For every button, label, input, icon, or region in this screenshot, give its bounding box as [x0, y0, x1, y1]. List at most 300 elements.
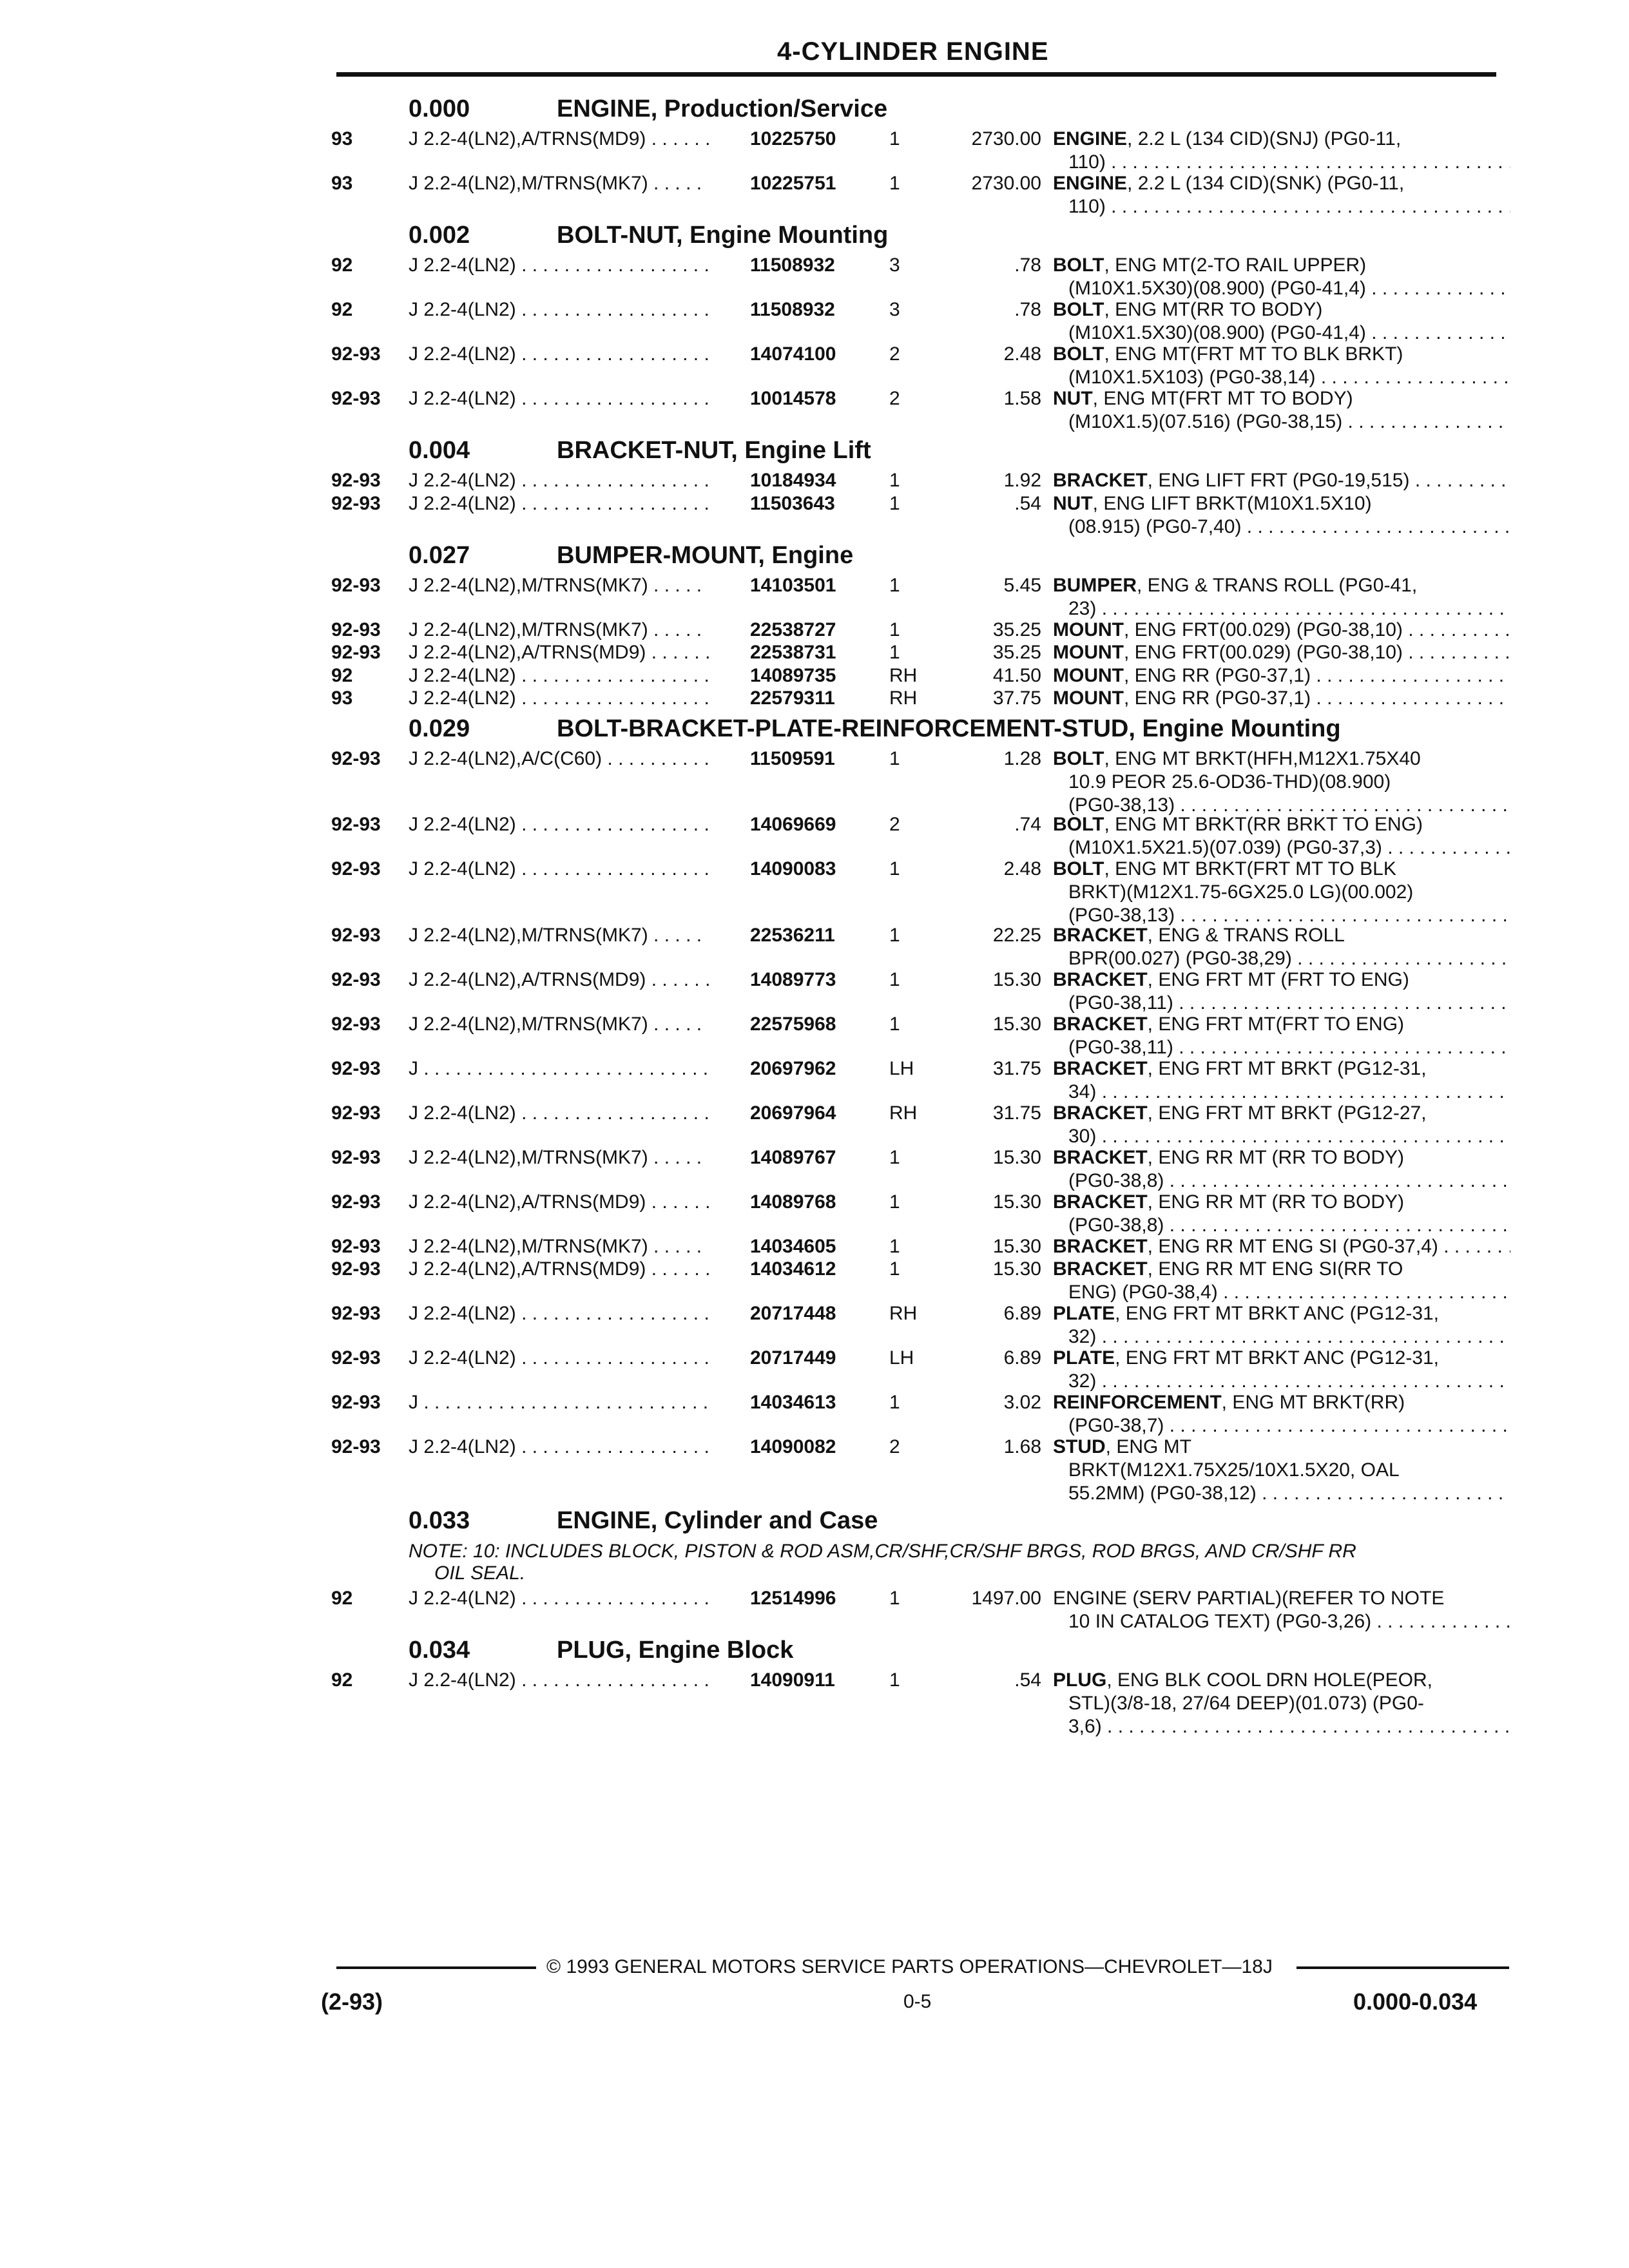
part-row: [331, 1102, 1510, 1146]
description-keyword: BOLT: [1053, 299, 1104, 320]
part-number: 22538731: [750, 642, 836, 663]
model-year: 92: [331, 255, 353, 276]
model-year: 92: [331, 299, 353, 320]
section-title: BOLT-NUT, Engine Mounting: [557, 222, 889, 249]
note-line: OIL SEAL.: [434, 1562, 526, 1584]
section-code: 0.034: [409, 1636, 470, 1664]
application: J 2.2-4(LN2) . . .: [409, 1587, 709, 1610]
part-description: [1053, 813, 1510, 860]
quantity: 1: [889, 1013, 900, 1035]
model-year: 92-93: [331, 1392, 381, 1413]
model-year: 92: [331, 1587, 353, 1609]
quantity: 1: [889, 1191, 900, 1213]
description-line: BRKT)(M12X1.75-6GX25.0 LG)(00.002): [1068, 881, 1414, 903]
price: 2.48: [1003, 858, 1041, 879]
model-year: 92-93: [331, 858, 381, 879]
model-year: 92-93: [331, 1191, 381, 1213]
description-line: (PG0-38,8) . . .: [1053, 1169, 1510, 1193]
description-line: 32) . . .: [1053, 1370, 1510, 1393]
price: 31.75: [992, 1102, 1041, 1124]
part-row: [331, 1235, 1510, 1258]
description-line: MOUNT, ENG RR (PG0-37,1) . . .: [1053, 664, 1510, 687]
part-number: 20697962: [750, 1057, 836, 1079]
part-row: [331, 128, 1510, 172]
model-year: 92-93: [331, 642, 381, 663]
part-description: [1053, 1057, 1510, 1104]
description-line: BOLT, ENG MT BRKT(RR BRKT TO ENG): [1053, 814, 1423, 835]
part-number: 10225751: [750, 173, 836, 194]
price: 35.25: [992, 619, 1041, 640]
model-year: 92-93: [331, 1146, 381, 1168]
price: 1.92: [1003, 470, 1041, 491]
part-description: [1053, 641, 1510, 664]
description-line: 3,6) . . .: [1053, 1715, 1510, 1738]
price: 3.02: [1003, 1392, 1041, 1413]
description-line: (08.915) (PG0-7,40) . . .: [1053, 515, 1510, 539]
quantity: 1: [889, 1587, 900, 1609]
part-row: [331, 172, 1510, 216]
model-year: 92-93: [331, 924, 381, 946]
part-row: [331, 574, 1510, 619]
description-keyword: BRACKET: [1053, 1258, 1148, 1280]
part-number: 14089768: [750, 1191, 836, 1213]
part-description: [1053, 747, 1510, 817]
part-description: [1053, 664, 1510, 687]
model-year: 92-93: [331, 968, 381, 990]
model-year: 92-93: [331, 574, 381, 596]
price: 1.58: [1003, 388, 1041, 409]
part-row: [331, 1146, 1510, 1191]
description-keyword: MOUNT: [1053, 619, 1124, 640]
quantity: 1: [889, 470, 900, 491]
part-row: [331, 858, 1510, 924]
application: J 2.2-4(LN2) . . .: [409, 687, 709, 710]
part-number: 20717449: [750, 1347, 836, 1369]
part-row: [331, 1057, 1510, 1102]
part-description: [1053, 1587, 1510, 1633]
model-year: 92-93: [331, 343, 381, 365]
part-number: 22536211: [750, 924, 835, 946]
part-number: 20717448: [750, 1303, 836, 1324]
model-year: 92: [331, 1669, 353, 1691]
part-number: 11508932: [750, 299, 835, 320]
application: J 2.2-4(LN2) . . .: [409, 298, 709, 322]
description-keyword: BOLT: [1053, 255, 1104, 276]
price: .54: [1014, 492, 1041, 514]
application: J 2.2-4(LN2),A/TRNS(MD9) . . .: [409, 1191, 709, 1214]
section-title: BRACKET-NUT, Engine Lift: [557, 437, 871, 464]
part-row: [331, 1391, 1510, 1436]
description-line: BRACKET, ENG FRT MT BRKT (PG12-27,: [1053, 1102, 1427, 1124]
note-line: NOTE: 10: INCLUDES BLOCK, PISTON & ROD ASM,CR/SHF,CR/SHF BRGS, ROD BRGS, AND CR/SHF RR: [409, 1540, 1356, 1562]
part-number: 14034612: [750, 1258, 836, 1280]
part-row: [331, 813, 1510, 858]
application: J 2.2-4(LN2),A/TRNS(MD9) . . .: [409, 1258, 709, 1281]
description-keyword: BOLT: [1053, 858, 1104, 879]
application: J 2.2-4(LN2),M/TRNS(MK7) . . .: [409, 574, 709, 597]
description-line: ENGINE, 2.2 L (134 CID)(SNJ) (PG0-11,: [1053, 128, 1402, 149]
description-keyword: NUT: [1053, 388, 1093, 409]
application: J 2.2-4(LN2) . . .: [409, 1347, 709, 1370]
quantity: 1: [889, 968, 900, 990]
model-year: 93: [331, 173, 353, 194]
description-keyword: BRACKET: [1053, 924, 1148, 946]
price: 6.89: [1003, 1347, 1041, 1369]
part-description: [1053, 1391, 1510, 1437]
price: .54: [1014, 1669, 1041, 1691]
price: 15.30: [992, 1146, 1041, 1168]
part-number: 14089773: [750, 968, 836, 990]
section-title: BOLT-BRACKET-PLATE-REINFORCEMENT-STUD, Engine Mounting: [557, 715, 1341, 742]
section-code: 0.033: [409, 1506, 470, 1534]
section-code: 0.029: [409, 715, 470, 742]
description-line: (PG0-38,11) . . .: [1053, 1036, 1510, 1059]
description-line: 30) . . .: [1053, 1125, 1510, 1148]
description-line: 23) . . .: [1053, 597, 1510, 620]
price: 6.89: [1003, 1303, 1041, 1324]
description-keyword: PLUG: [1053, 1669, 1107, 1691]
part-description: [1053, 1258, 1510, 1304]
section-header: [331, 222, 1510, 254]
description-keyword: BRACKET: [1053, 1191, 1148, 1213]
part-row: [331, 387, 1510, 432]
quantity: 2: [889, 343, 900, 365]
part-row: [331, 968, 1510, 1013]
model-year: 92-93: [331, 1102, 381, 1124]
description-line: BUMPER, ENG & TRANS ROLL (PG0-41,: [1053, 574, 1418, 596]
model-year: 92-93: [331, 619, 381, 640]
application: J 2.2-4(LN2) . . .: [409, 1669, 709, 1692]
part-number: 14069669: [750, 814, 836, 835]
model-year: 92-93: [331, 1235, 381, 1257]
footer-rule-right: [1296, 1966, 1509, 1969]
description-line: (M10X1.5X21.5)(07.039) (PG0-37,3) . . .: [1053, 836, 1510, 860]
part-row: [331, 254, 1510, 298]
description-line: MOUNT, ENG RR (PG0-37,1) . . .: [1053, 687, 1510, 710]
description-keyword: BOLT: [1053, 814, 1104, 835]
model-year: 92-93: [331, 814, 381, 835]
application: J 2.2-4(LN2) . . .: [409, 469, 709, 492]
description-line: 10.9 PEOR 25.6-OD36-THD)(08.900): [1068, 771, 1391, 793]
price: .78: [1014, 299, 1041, 320]
application: J 2.2-4(LN2),M/TRNS(MK7) . . .: [409, 619, 709, 642]
application: J 2.2-4(LN2),A/C(C60) . . .: [409, 747, 709, 771]
description-keyword: NUT: [1053, 492, 1093, 514]
part-description: [1053, 492, 1510, 539]
part-row: [331, 343, 1510, 387]
part-number: 14090911: [750, 1669, 835, 1691]
quantity: 1: [889, 1146, 900, 1168]
part-number: 12514996: [750, 1587, 836, 1609]
price: 37.75: [992, 687, 1041, 709]
quantity: 3: [889, 299, 900, 320]
part-row: [331, 1302, 1510, 1347]
part-number: 14089767: [750, 1146, 836, 1168]
application: J 2.2-4(LN2),M/TRNS(MK7) . . .: [409, 1235, 709, 1258]
price: 15.30: [992, 1258, 1041, 1280]
price: 15.30: [992, 968, 1041, 990]
description-line: BRACKET, ENG FRT MT(FRT TO ENG): [1053, 1013, 1405, 1035]
description-keyword: ENGINE: [1053, 173, 1128, 194]
price: 15.30: [992, 1013, 1041, 1035]
application: J 2.2-4(LN2) . . .: [409, 664, 709, 687]
description-line: BPR(00.027) (PG0-38,29) . . .: [1053, 947, 1510, 970]
application: J 2.2-4(LN2),M/TRNS(MK7) . . .: [409, 1013, 709, 1036]
application: J 2.2-4(LN2) . . .: [409, 1436, 709, 1459]
model-year: 92-93: [331, 1436, 381, 1457]
price: 1497.00: [971, 1587, 1041, 1609]
section-code: 0.027: [409, 541, 470, 569]
description-line: 55.2MM) (PG0-38,12) . . .: [1053, 1482, 1510, 1505]
section-header: [331, 1637, 1510, 1669]
part-description: [1053, 1191, 1510, 1237]
page-title: 4-CYLINDER ENGINE: [777, 37, 1049, 66]
model-year: 92-93: [331, 388, 381, 409]
price: .78: [1014, 255, 1041, 276]
quantity: 1: [889, 642, 900, 663]
section-code: 0.004: [409, 437, 470, 464]
description-line: NUT, ENG MT(FRT MT TO BODY): [1053, 388, 1353, 409]
part-number: 11509591: [750, 747, 835, 769]
part-row: [331, 1013, 1510, 1057]
description-keyword: ENGINE: [1053, 128, 1128, 149]
model-year: 93: [331, 128, 353, 149]
part-description: [1053, 387, 1510, 434]
part-row: [331, 664, 1510, 687]
quantity: 2: [889, 1436, 900, 1457]
part-description: [1053, 128, 1510, 174]
application: J 2.2-4(LN2),A/TRNS(MD9) . . .: [409, 968, 709, 992]
part-row: [331, 641, 1510, 664]
price: 1.28: [1003, 747, 1041, 769]
description-line: BOLT, ENG MT(FRT MT TO BLK BRKT): [1053, 343, 1403, 365]
description-line: (PG0-38,7) . . .: [1053, 1414, 1510, 1437]
description-keyword: BRACKET: [1053, 1102, 1148, 1124]
application: J 2.2-4(LN2),A/TRNS(MD9) . . .: [409, 128, 709, 151]
section-code: 0.002: [409, 222, 470, 249]
description-line: 110) . . .: [1053, 195, 1510, 218]
part-row: [331, 924, 1510, 968]
quantity: 1: [889, 574, 900, 596]
description-line: BRACKET, ENG FRT MT (FRT TO ENG): [1053, 968, 1409, 990]
quantity: 1: [889, 492, 900, 514]
price: 2730.00: [971, 173, 1041, 194]
price: 15.30: [992, 1191, 1041, 1213]
description-line: STL)(3/8-18, 27/64 DEEP)(01.073) (PG0-: [1068, 1692, 1424, 1714]
description-line: (PG0-38,13) . . .: [1053, 904, 1510, 927]
description-line: (PG0-38,11) . . .: [1053, 992, 1510, 1015]
part-number: 22579311: [750, 687, 835, 709]
footer-rule-left: [336, 1966, 536, 1969]
quantity: LH: [889, 1057, 914, 1079]
application: J 2.2-4(LN2) . . .: [409, 343, 709, 366]
part-row: [331, 1436, 1510, 1502]
part-description: [1053, 1013, 1510, 1059]
description-keyword: STUD: [1053, 1436, 1106, 1457]
quantity: RH: [889, 687, 918, 709]
section-header: [331, 1507, 1510, 1539]
section-header: [331, 542, 1510, 574]
description-keyword: MOUNT: [1053, 664, 1124, 686]
part-description: [1053, 1669, 1510, 1738]
section-title: BUMPER-MOUNT, Engine: [557, 541, 854, 569]
quantity: 1: [889, 858, 900, 879]
description-line: (PG0-38,8) . . .: [1053, 1214, 1510, 1237]
part-number: 22538727: [750, 619, 836, 640]
description-keyword: BUMPER: [1053, 574, 1137, 596]
description-keyword: MOUNT: [1053, 687, 1124, 709]
quantity: RH: [889, 1102, 918, 1124]
model-year: 92-93: [331, 1303, 381, 1324]
page-number: 0-5: [903, 1991, 932, 2012]
part-row: [331, 1258, 1510, 1302]
description-keyword: BRACKET: [1053, 1235, 1148, 1257]
part-description: [1053, 858, 1510, 927]
description-line: (M10X1.5X103) (PG0-38,14) . . .: [1053, 366, 1510, 389]
part-description: [1053, 1436, 1510, 1505]
description-keyword: REINFORCEMENT: [1053, 1392, 1222, 1413]
application: J 2.2-4(LN2) . . .: [409, 858, 709, 881]
part-description: [1053, 1102, 1510, 1148]
model-year: 92-93: [331, 1347, 381, 1369]
part-row: [331, 619, 1510, 642]
description-line: (M10X1.5X30)(08.900) (PG0-41,4) . . .: [1053, 277, 1510, 300]
description-line: PLATE, ENG FRT MT BRKT ANC (PG12-31,: [1053, 1347, 1440, 1369]
description-line: BRACKET, ENG FRT MT BRKT (PG12-31,: [1053, 1057, 1427, 1079]
section-note: [331, 1541, 1510, 1584]
part-row: [331, 1669, 1510, 1735]
part-description: [1053, 574, 1510, 620]
price: 31.75: [992, 1057, 1041, 1079]
part-number: 14103501: [750, 574, 836, 596]
part-number: 14089735: [750, 664, 836, 686]
application: J 2.2-4(LN2) . . .: [409, 1102, 709, 1125]
model-year: 93: [331, 687, 353, 709]
part-number: 14034605: [750, 1235, 836, 1257]
footer-copyright: © 1993 GENERAL MOTORS SERVICE PARTS OPERATIONS—CHEVROLET—18J: [546, 1956, 1273, 1977]
application: J 2.2-4(LN2) . . .: [409, 492, 709, 515]
price: 41.50: [992, 664, 1041, 686]
quantity: 1: [889, 924, 900, 946]
description-line: MOUNT, ENG FRT(00.029) (PG0-38,10) . . .: [1053, 641, 1510, 664]
description-line: BOLT, ENG MT BRKT(HFH,M12X1.75X40: [1053, 747, 1421, 769]
quantity: 1: [889, 1669, 900, 1691]
description-line: BRACKET, ENG RR MT (RR TO BODY): [1053, 1191, 1405, 1213]
price: 22.25: [992, 924, 1041, 946]
description-line: BOLT, ENG MT BRKT(FRT MT TO BLK: [1053, 858, 1396, 879]
quantity: 1: [889, 1392, 900, 1413]
part-description: [1053, 172, 1510, 218]
description-line: (PG0-38,13) . . .: [1053, 794, 1510, 817]
part-row: [331, 492, 1510, 537]
description-line: BRACKET, ENG RR MT ENG SI(RR TO: [1053, 1258, 1403, 1280]
application: J . . .: [409, 1057, 709, 1081]
quantity: 1: [889, 619, 900, 640]
description-line: 10 IN CATALOG TEXT) (PG0-3,26) . . .: [1053, 1610, 1510, 1633]
description-line: 34) . . .: [1053, 1081, 1510, 1104]
quantity: LH: [889, 1347, 914, 1369]
part-description: [1053, 1302, 1510, 1349]
description-keyword: BOLT: [1053, 343, 1104, 365]
description-line: BRACKET, ENG RR MT ENG SI (PG0-37,4) . . .: [1053, 1235, 1510, 1258]
quantity: 2: [889, 388, 900, 409]
part-description: [1053, 619, 1510, 642]
part-number: 14074100: [750, 343, 836, 365]
part-description: [1053, 343, 1510, 389]
description-keyword: BOLT: [1053, 747, 1104, 769]
part-number: 11503643: [750, 492, 835, 514]
part-number: 10184934: [750, 470, 836, 491]
section-header: [331, 715, 1510, 747]
model-year: 92-93: [331, 1013, 381, 1035]
description-line: ENG) (PG0-38,4) . . .: [1053, 1281, 1510, 1304]
quantity: 1: [889, 173, 900, 194]
section-title: PLUG, Engine Block: [557, 1636, 794, 1664]
part-description: [1053, 1146, 1510, 1193]
part-number: 14090082: [750, 1436, 836, 1457]
application: J 2.2-4(LN2),A/TRNS(MD9) . . .: [409, 641, 709, 664]
section-header: [331, 95, 1510, 128]
application: J . . .: [409, 1391, 709, 1414]
description-line: BRACKET, ENG & TRANS ROLL: [1053, 924, 1345, 946]
quantity: RH: [889, 1303, 918, 1324]
price: 1.68: [1003, 1436, 1041, 1457]
part-description: [1053, 1347, 1510, 1393]
price: 35.25: [992, 642, 1041, 663]
footer-section-range: 0.000-0.034: [1353, 1988, 1478, 2015]
section-header: [331, 437, 1510, 469]
description-keyword: PLATE: [1053, 1347, 1115, 1369]
description-keyword: BRACKET: [1053, 470, 1148, 491]
part-row: [331, 747, 1510, 814]
application: J 2.2-4(LN2),M/TRNS(MK7) . . .: [409, 172, 709, 195]
part-description: [1053, 687, 1510, 710]
part-description: [1053, 924, 1510, 970]
part-row: [331, 687, 1510, 710]
title-rule: [336, 72, 1496, 77]
description-line: REINFORCEMENT, ENG MT BRKT(RR): [1053, 1392, 1405, 1413]
description-line: ENGINE (SERV PARTIAL)(REFER TO NOTE: [1053, 1587, 1445, 1609]
application: J 2.2-4(LN2),M/TRNS(MK7) . . .: [409, 1146, 709, 1169]
price: 5.45: [1003, 574, 1041, 596]
part-number: 20697964: [750, 1102, 836, 1124]
description-line: 32) . . .: [1053, 1325, 1510, 1349]
part-row: [331, 469, 1510, 492]
part-description: [1053, 1235, 1510, 1258]
application: J 2.2-4(LN2) . . .: [409, 254, 709, 277]
part-description: [1053, 298, 1510, 345]
quantity: RH: [889, 664, 918, 686]
description-keyword: BRACKET: [1053, 1013, 1148, 1035]
description-line: BOLT, ENG MT(RR TO BODY): [1053, 299, 1323, 320]
price: 2730.00: [971, 128, 1041, 149]
part-row: [331, 1587, 1510, 1631]
price: .74: [1014, 814, 1041, 835]
description-line: BRACKET, ENG RR MT (RR TO BODY): [1053, 1146, 1405, 1168]
part-number: 10014578: [750, 388, 836, 409]
description-line: BRACKET, ENG LIFT FRT (PG0-19,515) . . .: [1053, 469, 1510, 492]
description-line: PLUG, ENG BLK COOL DRN HOLE(PEOR,: [1053, 1669, 1433, 1691]
part-number: 22575968: [750, 1013, 836, 1035]
application: J 2.2-4(LN2) . . .: [409, 813, 709, 836]
description-line: STUD, ENG MT: [1053, 1436, 1192, 1457]
model-year: 92-93: [331, 470, 381, 491]
price: 15.30: [992, 1235, 1041, 1257]
quantity: 1: [889, 1235, 900, 1257]
part-number: 14090083: [750, 858, 836, 879]
description-keyword: BRACKET: [1053, 1146, 1148, 1168]
model-year: 92: [331, 664, 353, 686]
